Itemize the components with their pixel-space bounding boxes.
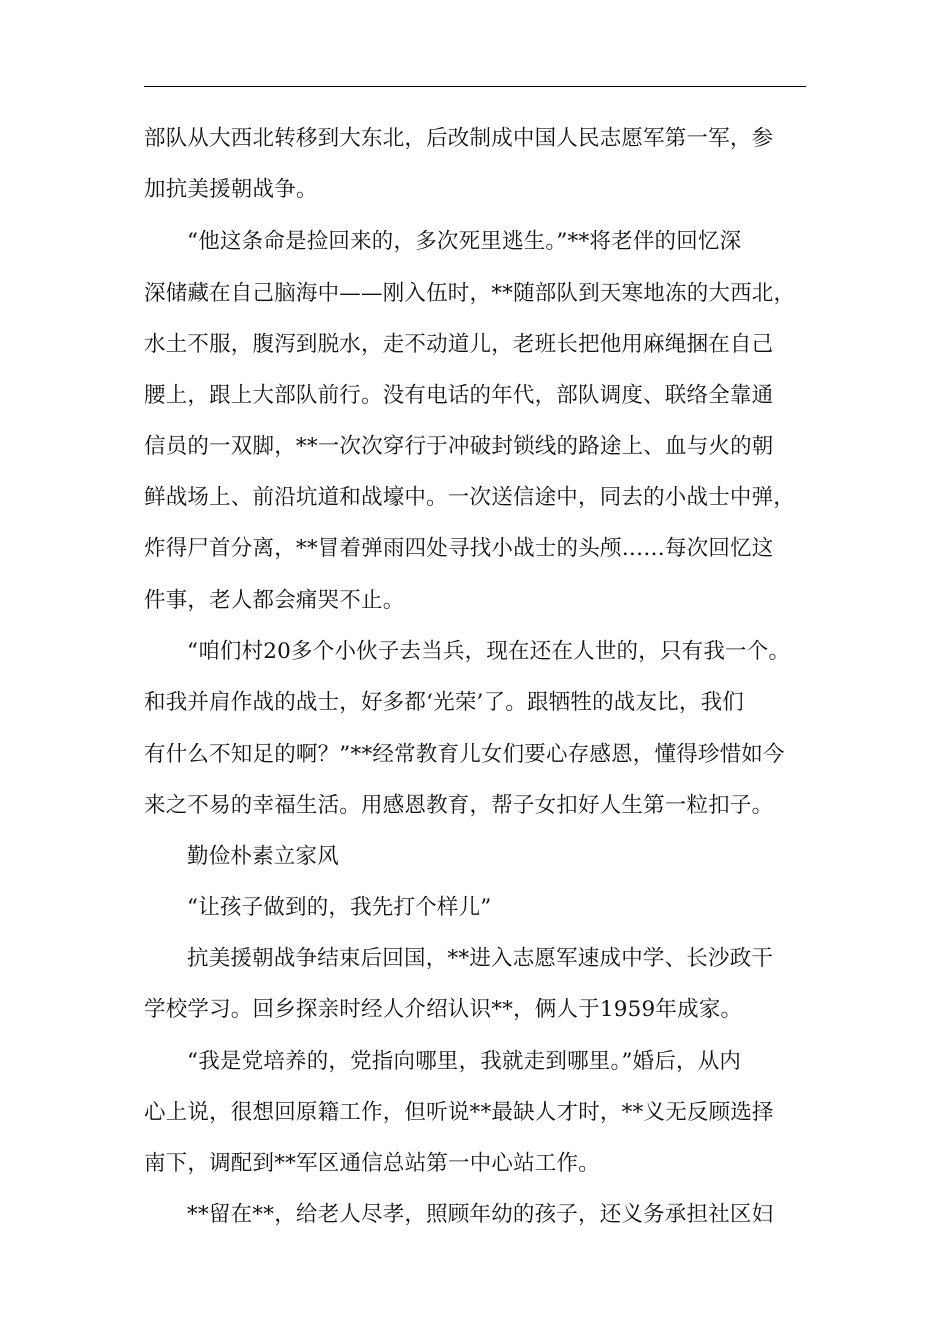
text-line-8: 鲜战场上、前沿坑道和战壕中。一次送信途中，同去的小战士中弹， — [144, 485, 796, 510]
text-line-21: 南下，调配到**军区通信总站第一中心站工作。 — [144, 1151, 600, 1176]
text-line-18: 学校学习。回乡探亲时经人介绍认识**，俩人于1959年成家。 — [144, 997, 743, 1022]
text-line-6: 腰上，跟上大部队前行。没有电话的年代，部队调度、联络全靠通 — [144, 383, 774, 408]
text-line-9: 炸得尸首分离，**冒着弹雨四处寻找小战士的头颅……每次回忆这 — [144, 536, 774, 561]
text-line-14: 来之不易的幸福生活。用感恩教育，帮子女扣好人生第一粒扣子。 — [144, 793, 774, 818]
text-line-4: 深储藏在自己脑海中——刚入伍时，**随部队到天寒地冻的大西北， — [144, 281, 796, 306]
section-subheading: “让孩子做到的，我先打个样儿” — [187, 895, 492, 920]
text-line-22: **留在**，给老人尽孝，照顾年幼的孩子，还义务承担社区妇 — [187, 1202, 774, 1227]
text-line-17: 抗美援朝战争结束后回国，**进入志愿军速成中学、长沙政干 — [187, 946, 774, 971]
text-line-19: “我是党培养的，党指向哪里，我就走到哪里。”婚后，从内 — [187, 1049, 742, 1074]
text-line-7: 信员的一双脚，**一次次穿行于冲破封锁线的路途上、血与火的朝 — [144, 434, 774, 459]
text-line-13: 有什么不知足的啊？”**经常教育儿女们要心存感恩，懂得珍惜如今 — [144, 742, 785, 767]
text-line-12: 和我并肩作战的战士，好多都‘光荣’了。跟牺牲的战友比，我们 — [144, 690, 744, 715]
section-heading: 勤俭朴素立家风 — [187, 844, 339, 869]
text-line-3: “他这条命是捡回来的，多次死里逃生。”**将老伴的回忆深 — [187, 229, 742, 254]
text-line-1: 部队从大西北转移到大东北，后改制成中国人民志愿军第一军，参 — [144, 126, 774, 151]
text-line-11: “咱们村20多个小伙子去当兵，现在还在人世的，只有我一个。 — [187, 639, 791, 664]
text-line-5: 水土不服，腹泻到脱水，走不动道儿，老班长把他用麻绳捆在自己 — [144, 332, 774, 357]
text-line-2: 加抗美援朝战争。 — [144, 177, 318, 202]
text-line-10: 件事，老人都会痛哭不止。 — [144, 588, 405, 613]
header-rule — [144, 86, 806, 87]
text-line-20: 心上说，很想回原籍工作，但听说**最缺人才时，**义无反顾选择 — [144, 1100, 774, 1125]
